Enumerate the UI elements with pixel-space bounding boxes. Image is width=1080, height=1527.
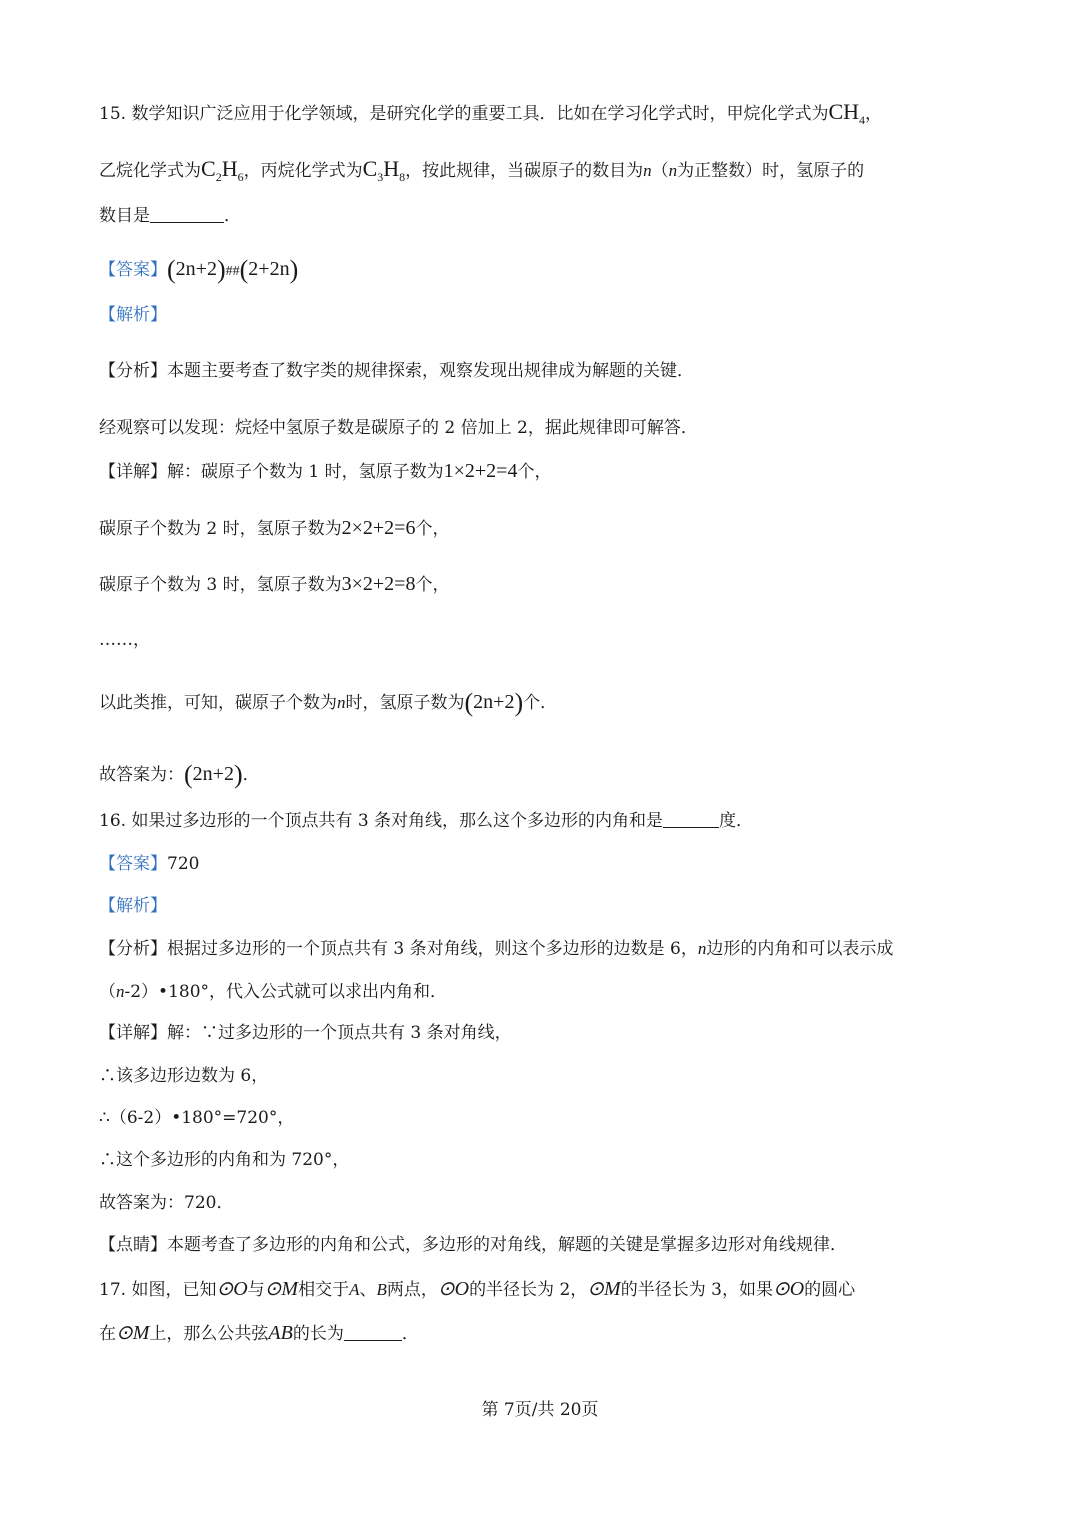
q16-fenxi-2: （n-2）•180°，代入公式就可以求出内角和． [99,982,448,1002]
q15-final: 故答案为：(2n+2)． [99,760,260,789]
q15-jiexi-tag: 【解析】 [99,305,167,325]
q16-step-1: ∴该多边形边数为 6， [99,1066,269,1086]
q17-line-2: 在⊙M上，那么公共弦AB的长为 ． [99,1322,419,1344]
q15-line-2: 乙烷化学式为$C_2H_6$，丙烷化学式为$C_3H_8$，按此规律，当碳原子的数目为n（n为正整数）时，氢原子的 [99,156,865,184]
fenxi-tag: 【分析】 [99,939,167,959]
answer-tag: 【答案】 [99,260,167,280]
q15-line-3: 数目是 ． [99,206,241,226]
q16-xiangjie: 【详解】解：∵过多边形的一个顶点共有 3 条对角线， [99,1023,512,1043]
q15-answer: 【答案】(2n+2)##(2+2n) [99,255,299,284]
fenxi-tag: 【分析】 [99,361,167,381]
q15-fenxi: 【分析】本题主要考查了数字类的规律探索，观察发现出规律成为解题的关键． [99,361,694,381]
c2h6-formula: $C_2H_6$ [201,156,244,184]
answer-blank [344,1326,402,1341]
q16-line-1: 16. 如果过多边形的一个顶点共有 3 条对角线，那么这个多边形的内角和是 度． [99,811,754,831]
q15-xiangjie: 【详解】解：碳原子个数为 1 时，氢原子数为1×2+2=4个， [99,460,552,482]
c3h8-formula: $C_3H_8$ [362,156,406,184]
q15-line-1: 15. 数学知识广泛应用于化学领域，是研究化学的重要工具．比如在学习化学式时，甲烷化学式为$CH_4$， [99,99,883,127]
ch4-formula: $CH_4$ [828,99,866,127]
q16-jiexi-tag: 【解析】 [99,896,167,916]
q16-dianjing: 【点睛】本题考查了多边形的内角和公式，多边形的对角线，解题的关键是掌握多边形对角线规律． [99,1235,847,1255]
q15-step-2: 碳原子个数为 2 时，氢原子数为2×2+2=6个， [99,517,450,539]
xiangjie-tag: 【详解】 [99,462,167,482]
q17-line-1: 17. 如图，已知⊙O与⊙M相交于A、B两点，⊙O的半径长为 2，⊙M的半径长为 3，如果⊙O的圆心 [99,1278,856,1300]
dianjing-tag: 【点睛】 [99,1235,167,1255]
q16-answer: 【答案】720 [99,854,200,874]
q15-ellipsis: ……， [99,630,150,650]
q15-observe: 经观察可以发现：烷烃中氢原子数是碳原子的 2 倍加上 2，据此规律即可解答． [99,418,698,438]
xiangjie-tag: 【详解】 [99,1023,167,1043]
page-footer: 第 7页/共 20页 [481,1400,599,1420]
q16-step-2: ∴（6-2）•180°=720°， [99,1108,295,1128]
q15-conclusion: 以此类推，可知，碳原子个数为n时，氢原子数为(2n+2)个． [99,688,558,717]
q16-step-3: ∴这个多边形的内角和为 720°， [99,1150,350,1170]
answer-tag: 【答案】 [99,854,167,874]
answer-blank [663,813,719,828]
q16-final: 故答案为：720． [99,1193,234,1213]
q16-fenxi: 【分析】根据过多边形的一个顶点共有 3 条对角线，则这个多边形的边数是 6，n边形的内角和可以表示成 [99,939,894,959]
q15-step-3: 碳原子个数为 3 时，氢原子数为3×2+2=8个， [99,573,450,595]
answer-blank [150,208,224,223]
